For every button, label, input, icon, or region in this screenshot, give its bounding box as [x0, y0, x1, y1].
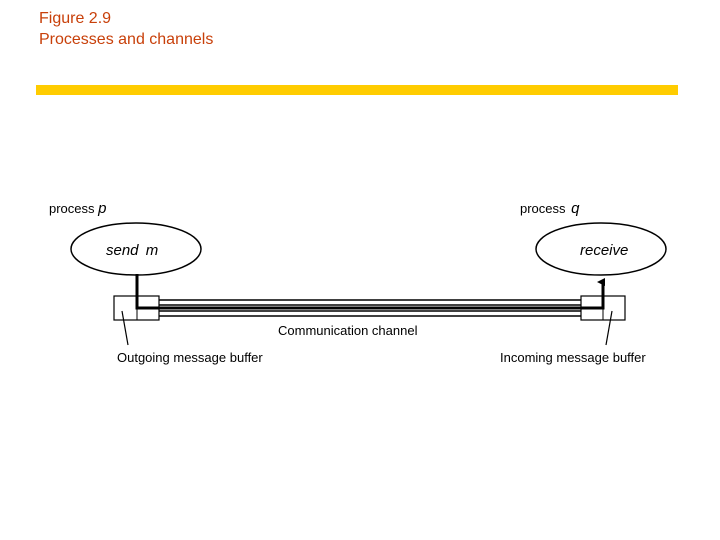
- channel-label: Communication channel: [278, 323, 418, 338]
- incoming-buffer-label: Incoming message buffer: [500, 350, 646, 365]
- figure-number: Figure 2.9: [39, 10, 112, 27]
- send-action-label: send m: [106, 242, 159, 259]
- receive-action-label: receive: [580, 242, 629, 259]
- message-flow-arrow: [137, 274, 603, 308]
- figure-title: Processes and channels: [39, 31, 214, 48]
- process-q-label: process q: [520, 200, 580, 217]
- outgoing-buffer-label: Outgoing message buffer: [117, 350, 263, 365]
- process-p-label: process p: [49, 200, 107, 217]
